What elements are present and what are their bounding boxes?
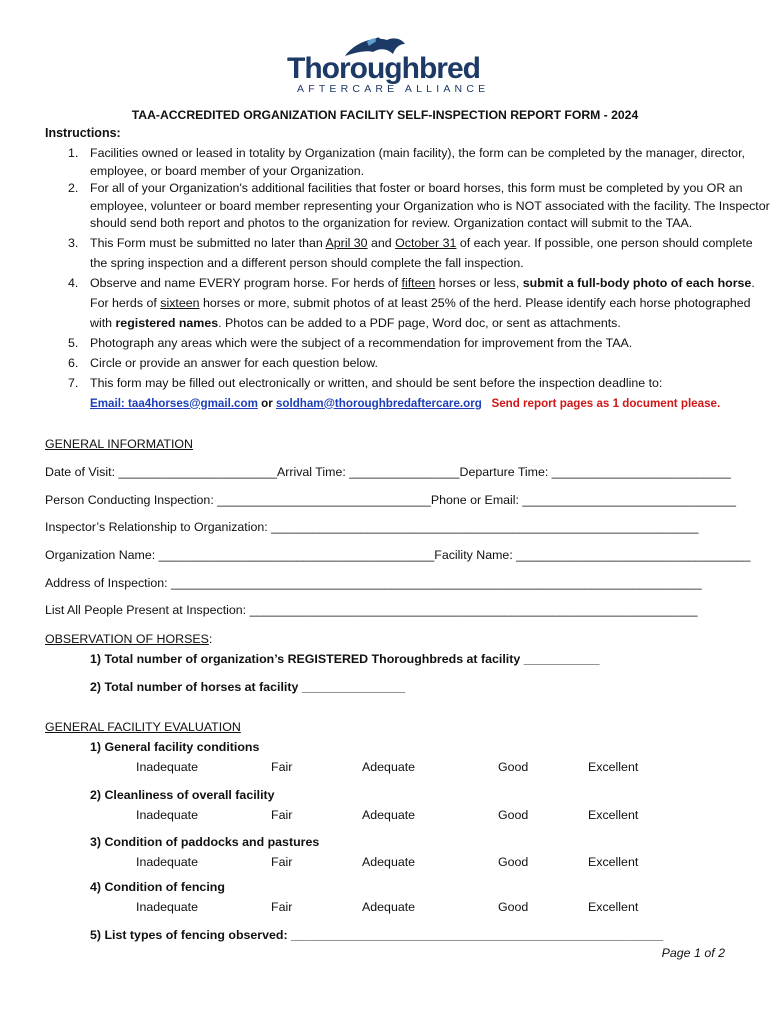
option-inadequate[interactable]: Inadequate	[136, 760, 199, 774]
option-excellent[interactable]: Excellent	[588, 760, 639, 774]
option-adequate[interactable]: Adequate	[362, 808, 416, 822]
address-field[interactable]: Address of Inspection: _____________________________________________________________________________	[45, 576, 702, 590]
option-adequate[interactable]: Adequate	[362, 900, 416, 914]
option-inadequate[interactable]: Inadequate	[136, 900, 199, 914]
option-inadequate[interactable]: Inadequate	[136, 808, 199, 822]
send-note: Send report pages as 1 document please.	[491, 396, 721, 410]
instructions-heading: Instructions:	[45, 126, 121, 140]
relationship-field[interactable]: Inspector’s Relationship to Organization: ______________________________________________________________	[45, 520, 699, 534]
instruction-item: 7. This form may be filled out electronically or written, and should be sent before the inspection deadline to: Email: taa4horses@gmail.com or soldham@thoroughbredaftercare.org Send report pages as 1 document please.	[68, 375, 721, 410]
instruction-item: 1. Facilities owned or leased in totality by Organization (main facility), the form can be completed by the manager, director, employee, or board member of your Organization.	[68, 146, 745, 178]
option-adequate[interactable]: Adequate	[362, 760, 416, 774]
question-cleanliness: 2) Cleanliness of overall facility	[90, 788, 275, 802]
fencing-types-field[interactable]: 5) List types of fencing observed: ______________________________________________________	[90, 928, 664, 942]
instructions-list	[45, 145, 770, 414]
facility-eval-heading: GENERAL FACILITY EVALUATION	[45, 720, 241, 734]
option-good[interactable]: Good	[498, 808, 529, 822]
instruction-item: 3. This Form must be submitted no later than April 30 and October 31 of each year. If possible, one person should complete the spring inspection and a different person should complete the fall inspection.	[68, 235, 753, 270]
email-link-soldham[interactable]: soldham@thoroughbredaftercare.org	[275, 396, 482, 410]
logo	[283, 34, 493, 98]
logo-wordmark: Thoroughbred	[287, 52, 480, 85]
date-arrival-departure-fields[interactable]: Date of Visit: _______________________Arrival Time: ________________Departure Time: __________________________	[45, 465, 731, 479]
instruction-item: 2. For all of your Organization's additional facilities that foster or board horses, this form must be completed by you OR an employee, volunteer or board member representing your Organization who is NOT associated with the facility. The Inspector should send both report and photos to the organization for review. Organization contact will submit to the TAA.	[68, 181, 770, 230]
email-line: Email: taa4horses@gmail.com or soldham@thoroughbredaftercare.org Send report pages as 1 document please.	[90, 396, 721, 410]
option-excellent[interactable]: Excellent	[588, 855, 639, 869]
option-adequate[interactable]: Adequate	[362, 855, 416, 869]
instruction-item: 5. Photograph any areas which were the subject of a recommendation for improvement from the TAA.	[68, 335, 633, 350]
page-title: TAA-ACCREDITED ORGANIZATION FACILITY SELF-INSPECTION REPORT FORM - 2024	[131, 108, 639, 122]
page-number: Page 1 of 2	[661, 946, 725, 960]
observation-heading: OBSERVATION OF HORSES:	[45, 632, 213, 646]
question-paddocks: 3) Condition of paddocks and pastures	[90, 835, 320, 849]
option-good[interactable]: Good	[498, 900, 529, 914]
option-good[interactable]: Good	[498, 855, 529, 869]
option-excellent[interactable]: Excellent	[588, 900, 639, 914]
people-present-field[interactable]: List All People Present at Inspection: _________________________________________________________________	[45, 603, 698, 617]
option-fair[interactable]: Fair	[271, 760, 293, 774]
option-inadequate[interactable]: Inadequate	[136, 855, 199, 869]
option-fair[interactable]: Fair	[271, 900, 293, 914]
option-good[interactable]: Good	[498, 760, 529, 774]
registered-count-field[interactable]: 1) Total number of organization’s REGISTERED Thoroughbreds at facility ___________	[90, 652, 600, 666]
option-excellent[interactable]: Excellent	[588, 808, 639, 822]
logo-subtitle: AFTERCARE ALLIANCE	[297, 83, 490, 95]
email-link-taa[interactable]: taa4horses@gmail.com	[128, 396, 258, 410]
question-fencing: 4) Condition of fencing	[90, 880, 225, 894]
inspector-contact-fields[interactable]: Person Conducting Inspection: _______________________________Phone or Email: _______________________________	[45, 493, 737, 507]
general-info-heading: GENERAL INFORMATION	[45, 437, 194, 451]
option-fair[interactable]: Fair	[271, 808, 293, 822]
organization-facility-fields[interactable]: Organization Name: ________________________________________Facility Name: __________________________________	[45, 548, 751, 562]
instruction-item: 6. Circle or provide an answer for each question below.	[68, 355, 378, 370]
option-fair[interactable]: Fair	[271, 855, 293, 869]
total-horses-field[interactable]: 2) Total number of horses at facility _______________	[90, 680, 406, 694]
question-general-conditions: 1) General facility conditions	[90, 740, 260, 754]
instruction-item: 4. Observe and name EVERY program horse. For herds of fifteen horses or less, submit a full-body photo of each horse. For herds of sixteen horses or more, submit photos of at least 25% of the herd. Please identify each horse photographed with registered names. Photos can be added to a PDF page, Word doc, or sent as attachments.	[68, 275, 755, 330]
